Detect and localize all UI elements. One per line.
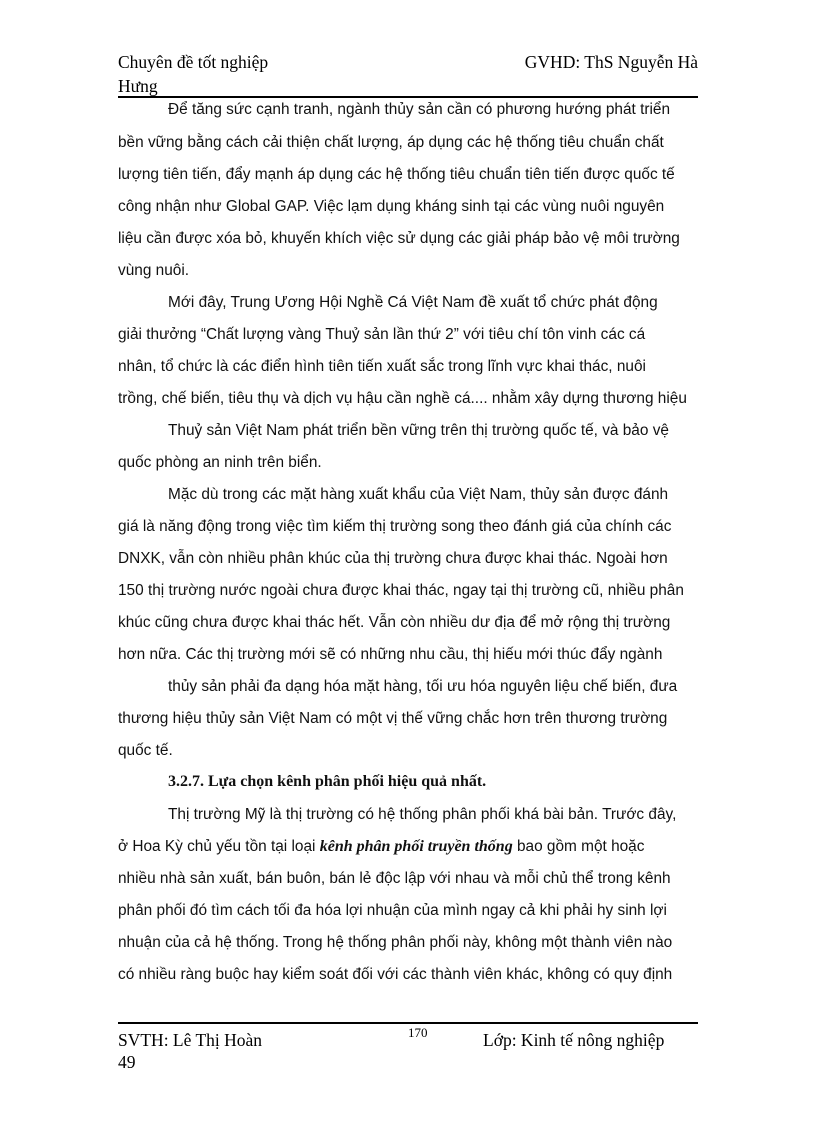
body-line: khúc cũng chưa được khai thác hết. Vẫn còn nhiều dư địa để mở rộng thị trường bbox=[118, 614, 671, 631]
body-line: nhân, tổ chức là các điển hình tiên tiến xuất sắc trong lĩnh vực khai thác, nuôi bbox=[118, 358, 646, 375]
header-rule bbox=[118, 96, 698, 98]
body-line: 150 thị trường nước ngoài chưa được khai thác, ngay tại thị trường cũ, nhiều phân bbox=[118, 582, 684, 599]
body-line bbox=[118, 838, 644, 856]
header-right-title: GVHD: ThS Nguyễn Hà bbox=[524, 52, 698, 72]
body-line: nhuận của cả hệ thống. Trong hệ thống phân phối này, không một thành viên nào bbox=[118, 934, 673, 951]
emphasized-term: kênh phân phối truyền thống bbox=[319, 838, 513, 855]
body-line: có nhiều ràng buộc hay kiểm soát đối với các thành viên khác, không có quy định bbox=[118, 966, 673, 983]
body-text-segment: ở Hoa Kỳ chủ yếu tồn tại loại bbox=[118, 838, 320, 855]
section-heading: 3.2.7. Lựa chọn kênh phân phối hiệu quả nhất. bbox=[168, 773, 487, 790]
body-line: vùng nuôi. bbox=[118, 262, 190, 279]
body-line: trồng, chế biến, tiêu thụ và dịch vụ hậu cần nghề cá.... nhằm xây dựng thương hiệu bbox=[118, 390, 687, 407]
body-line: phân phối đó tìm cách tối đa hóa lợi nhuận của mình ngay cả khi phải hy sinh lợi bbox=[118, 902, 667, 919]
body-line: Để tăng sức cạnh tranh, ngành thủy sản cần có phương hướng phát triển bbox=[168, 101, 671, 118]
header-left-title: Chuyên đề tốt nghiệp bbox=[118, 52, 269, 72]
body-line: thương hiệu thủy sản Việt Nam có một vị thế vững chắc hơn trên thương trường bbox=[118, 710, 668, 727]
body-line: quốc tế. bbox=[118, 742, 173, 759]
body-line: Mới đây, Trung Ương Hội Nghề Cá Việt Nam đề xuất tổ chức phát động bbox=[168, 294, 658, 311]
body-line: Thị trường Mỹ là thị trường có hệ thống phân phối khá bài bản. Trước đây, bbox=[168, 806, 677, 823]
body-line: Thuỷ sản Việt Nam phát triển bền vững trên thị trường quốc tế, và bảo vệ bbox=[168, 422, 669, 439]
body-line: DNXK, vẫn còn nhiều phân khúc của thị trường chưa được khai thác. Ngoài hơn bbox=[118, 550, 668, 567]
body-line: bền vững bằng cách cải thiện chất lượng, áp dụng các hệ thống tiêu chuẩn chất bbox=[118, 134, 664, 151]
body-line: giải thưởng “Chất lượng vàng Thuỷ sản lần thứ 2” với tiêu chí tôn vinh các cá bbox=[118, 326, 646, 343]
footer-continuation: 49 bbox=[118, 1052, 136, 1072]
body-line: nhiều nhà sản xuất, bán buôn, bán lẻ độc lập với nhau và mỗi chủ thể trong kênh bbox=[118, 870, 671, 887]
body-line: công nhận như Global GAP. Việc lạm dụng kháng sinh tại các vùng nuôi nguyên bbox=[118, 198, 665, 215]
body-text-segment: bao gồm một hoặc bbox=[512, 838, 645, 855]
page-number: 170 bbox=[408, 1025, 428, 1040]
body-line: giá là năng động trong việc tìm kiếm thị trường song theo đánh giá của chính các bbox=[118, 518, 672, 535]
body-line: thủy sản phải đa dạng hóa mặt hàng, tối ưu hóa nguyên liệu chế biến, đưa bbox=[168, 678, 678, 695]
body-line: liệu cần được xóa bỏ, khuyến khích việc sử dụng các giải pháp bảo vệ môi trường bbox=[118, 230, 680, 247]
body-line: hơn nữa. Các thị trường mới sẽ có những nhu cầu, thị hiếu mới thúc đẩy ngành bbox=[118, 646, 663, 663]
header-continuation: Hưng bbox=[118, 76, 158, 96]
footer-rule bbox=[118, 1022, 698, 1024]
body-line: quốc phòng an ninh trên biển. bbox=[118, 454, 322, 471]
footer-class: Lớp: Kinh tế nông nghiệp bbox=[483, 1030, 665, 1050]
body-line: lượng tiên tiến, đẩy mạnh áp dụng các hệ thống tiêu chuẩn tiên tiến được quốc tế bbox=[118, 166, 675, 183]
footer-student: SVTH: Lê Thị Hoàn bbox=[118, 1030, 263, 1050]
body-line: Mặc dù trong các mặt hàng xuất khẩu của Việt Nam, thủy sản được đánh bbox=[168, 486, 669, 503]
